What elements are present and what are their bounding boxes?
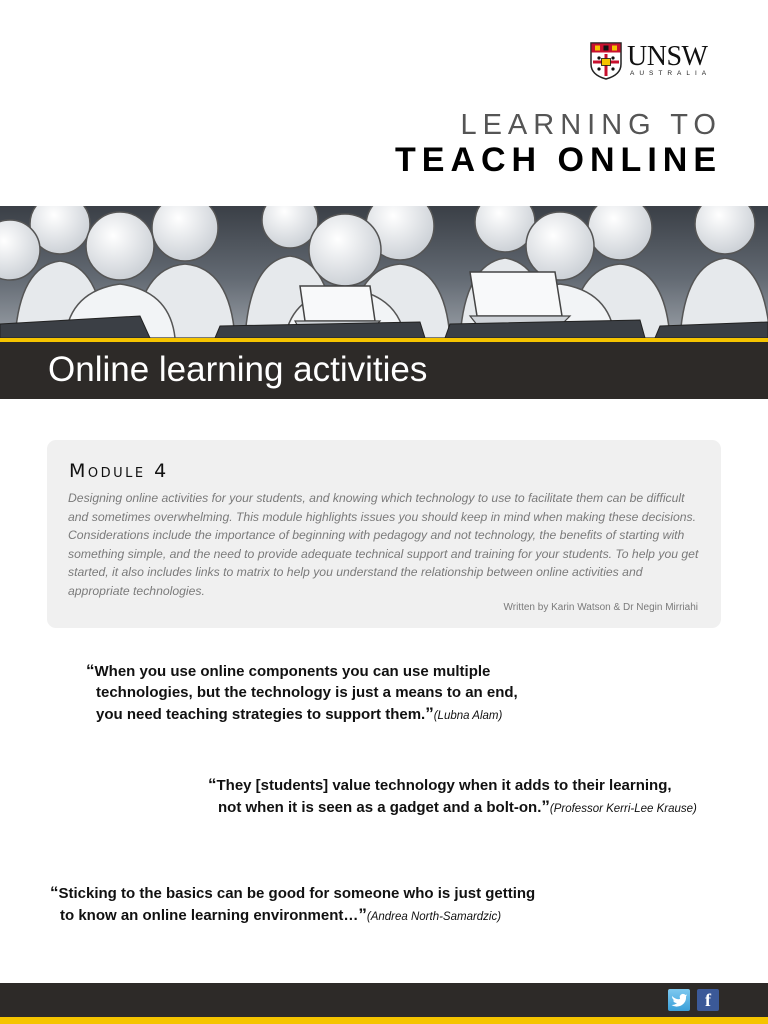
module-author: Written by Karin Watson & Dr Negin Mirriahi	[503, 602, 698, 613]
title-line-1: LEARNING TO	[460, 109, 722, 141]
quote-attribution: (Professor Kerri-Lee Krause)	[549, 803, 697, 815]
quote-line: you need teaching strategies to support them.”(Lubna Alam)	[96, 704, 503, 723]
twitter-bird-icon	[668, 989, 690, 1011]
quote-andrea-north-samardzic	[50, 882, 535, 928]
quote-line: “They [students] value technology when it adds to their learning,	[208, 775, 672, 794]
twitter-icon[interactable]	[668, 989, 690, 1011]
unsw-crest-icon	[590, 42, 622, 80]
quote-line: to know an online learning environment…”(Andrea North-Samardzic)	[60, 905, 502, 924]
facebook-icon[interactable]: f	[697, 989, 719, 1011]
unsw-logo[interactable]	[590, 42, 724, 82]
logo-subtitle: AUSTRALIA	[630, 70, 712, 77]
banner-illustration	[0, 206, 768, 338]
students-with-laptops-illustration	[0, 206, 768, 338]
quote-attribution: (Andrea North-Samardzic)	[366, 911, 502, 923]
quote-kerri-lee-krause	[208, 774, 697, 820]
title-line-2: TEACH ONLINE	[395, 141, 722, 179]
logo-name: UNSW	[627, 41, 708, 72]
headline-bar	[0, 342, 768, 399]
module-description: Designing online activities for your students, and knowing which technology to use to facilitate them can be difficult and sometimes overwhelming. This module highlights issues you should keep in mind when making these decisions. Considerations include the importance of beginning with pedagogy and not technology, the benefits of starting with something simple, and the need to provide adequate technical support and training for your students. To help you get started, it also includes links to matrix to help you understand the relationship between online activities and appropriate technologies.	[68, 491, 699, 598]
module-title: Module 4	[69, 460, 169, 482]
quote-line: technologies, but the technology is just a means to an end,	[96, 684, 518, 701]
quote-attribution: (Lubna Alam)	[433, 710, 503, 722]
quote-line: “Sticking to the basics can be good for someone who is just getting	[50, 883, 536, 902]
footer-bar	[0, 983, 768, 1017]
quote-line: “When you use online components you can use multiple	[86, 661, 491, 680]
page-headline: Online learning activities	[48, 350, 428, 389]
quote-line: not when it is seen as a gadget and a bolt-on.”(Professor Kerri-Lee Krause)	[218, 797, 697, 816]
module-summary-box	[47, 440, 721, 628]
footer-accent-line	[0, 1017, 768, 1024]
quote-lubna-alam	[86, 660, 518, 727]
